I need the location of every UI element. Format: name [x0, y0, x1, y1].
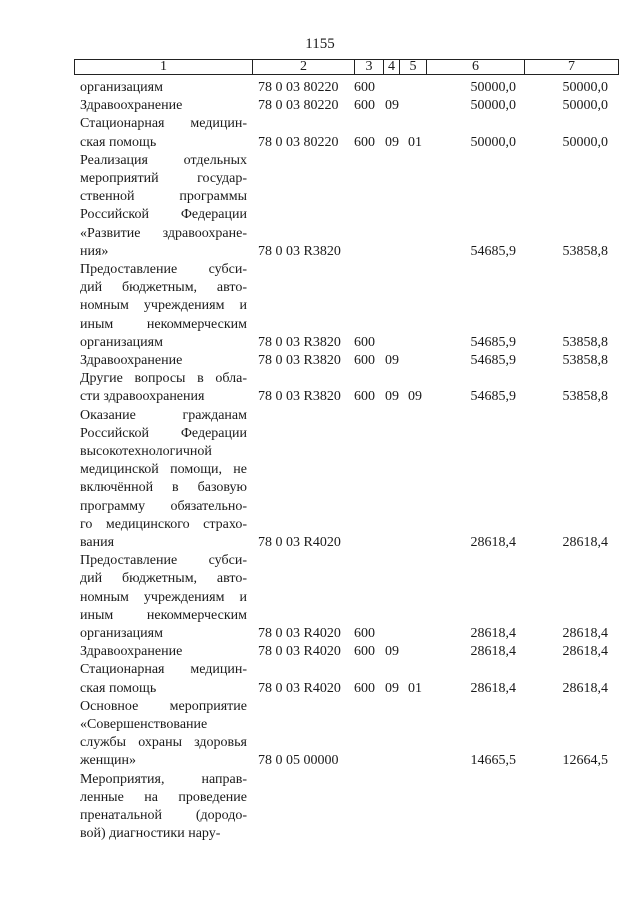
target-article-code: 78 0 03 80220 — [258, 98, 339, 114]
expense-type-code: 600 — [354, 334, 375, 350]
column-header-6: 6 — [427, 60, 525, 75]
target-article-code: 78 0 03 R3820 — [258, 334, 341, 350]
column-header-1: 1 — [75, 60, 253, 75]
description-line: мероприятий государ- — [80, 171, 247, 186]
amount-column-7: 12664,5 — [562, 753, 608, 769]
amount-column-7: 50000,0 — [562, 80, 608, 95]
subsection-code: 01 — [408, 134, 422, 150]
description-line: организациям — [80, 334, 163, 350]
amount-column-7: 53858,8 — [562, 243, 608, 259]
expense-type-code: 600 — [354, 625, 375, 641]
column-header-5: 5 — [400, 60, 427, 75]
amount-column-6: 50000,0 — [470, 80, 516, 95]
amount-column-7: 53858,8 — [562, 389, 608, 405]
description-line: ния» — [80, 243, 109, 259]
amount-column-6: 54685,9 — [470, 334, 516, 350]
column-header-3: 3 — [355, 60, 384, 75]
amount-column-7: 50000,0 — [562, 134, 608, 150]
target-article-code: 78 0 03 R4020 — [258, 680, 341, 696]
amount-column-7: 28618,4 — [562, 680, 608, 696]
section-code: 09 — [385, 680, 399, 696]
description-line: вания — [80, 535, 115, 551]
description-line: иным некоммерческим — [80, 316, 247, 332]
description-line: номным учреждениям и — [80, 298, 247, 314]
description-line: Мероприятия, направ- — [80, 771, 247, 787]
section-code: 09 — [385, 134, 399, 150]
section-code: 09 — [385, 389, 399, 405]
description-line: включённой в базовую — [80, 480, 247, 496]
description-line: организациям — [80, 626, 163, 641]
row-description — [80, 407, 247, 553]
amount-column-6: 50000,0 — [470, 134, 516, 150]
amount-column-6: 28618,4 — [470, 625, 516, 641]
description-line: иным некоммерческим — [80, 607, 247, 623]
description-line: номным учреждениям и — [80, 589, 247, 605]
description-line: го медицинского страхо- — [80, 516, 247, 532]
row-description — [80, 552, 247, 643]
column-header-7: 7 — [525, 60, 619, 75]
target-article-code: 78 0 03 R4020 — [258, 625, 341, 641]
column-header-4: 4 — [384, 60, 400, 75]
description-line: высокотехнологичной — [80, 444, 212, 459]
section-code: 09 — [385, 98, 399, 114]
row-description — [80, 152, 247, 261]
description-line: «Развитие здравоохране- — [80, 225, 247, 241]
row-description — [80, 261, 247, 352]
amount-column-7: 53858,8 — [562, 353, 608, 368]
description-line: Здравоохранение — [80, 353, 183, 368]
description-line: ская помощь — [80, 134, 157, 150]
amount-column-7: 28618,4 — [562, 644, 608, 660]
description-line: Оказание гражданам — [80, 407, 247, 423]
description-line: пренатальной (дородо- — [80, 808, 247, 823]
description-line: ственной программы — [80, 189, 247, 205]
amount-column-7: 50000,0 — [562, 98, 608, 114]
amount-column-7: 53858,8 — [562, 334, 608, 350]
column-header-2: 2 — [253, 60, 355, 75]
expense-type-code: 600 — [354, 644, 375, 660]
amount-column-6: 54685,9 — [470, 389, 516, 405]
description-line: Здравоохранение — [80, 644, 183, 660]
description-line: организациям — [80, 80, 163, 95]
amount-column-6: 28618,4 — [470, 680, 516, 696]
description-line: вой) диагностики нару- — [80, 826, 221, 842]
description-line: женщин» — [80, 753, 136, 769]
amount-column-6: 28618,4 — [470, 534, 516, 550]
description-line: Стационарная медицин- — [80, 116, 247, 132]
expense-type-code: 600 — [354, 98, 375, 114]
amount-column-6: 28618,4 — [470, 644, 516, 660]
target-article-code: 78 0 03 R4020 — [258, 644, 341, 660]
description-line: программу обязательно- — [80, 498, 247, 514]
target-article-code: 78 0 03 80220 — [258, 134, 339, 150]
page-number: 1155 — [305, 36, 335, 52]
column-header-row — [74, 59, 619, 75]
section-code: 09 — [385, 353, 399, 368]
row-description — [80, 661, 247, 697]
target-article-code: 78 0 03 R3820 — [258, 353, 341, 368]
description-line: Предоставление субси- — [80, 553, 247, 569]
row-description — [80, 352, 247, 370]
description-line: ская помощь — [80, 680, 157, 696]
subsection-code: 01 — [408, 680, 422, 696]
expense-type-code: 600 — [354, 353, 375, 368]
target-article-code: 78 0 03 R3820 — [258, 389, 341, 405]
description-line: сти здравоохранения — [80, 389, 205, 405]
row-description — [80, 370, 247, 406]
row-description — [80, 115, 247, 151]
amount-column-6: 54685,9 — [470, 243, 516, 259]
amount-column-7: 28618,4 — [562, 534, 608, 550]
amount-column-6: 54685,9 — [470, 353, 516, 368]
description-line: ленные на проведение — [80, 789, 247, 805]
description-line: Реализация отдельных — [80, 152, 247, 168]
amount-column-6: 50000,0 — [470, 98, 516, 114]
description-line: службы охраны здоровья — [80, 735, 247, 751]
expense-type-code: 600 — [354, 80, 375, 95]
description-line: Основное мероприятие — [80, 698, 247, 714]
row-description — [80, 698, 247, 771]
target-article-code: 78 0 03 80220 — [258, 80, 339, 95]
row-description — [80, 79, 247, 97]
description-line: Другие вопросы в обла- — [80, 371, 247, 387]
target-article-code: 78 0 05 00000 — [258, 753, 339, 769]
subsection-code: 09 — [408, 389, 422, 405]
description-line: «Совершенствование — [80, 717, 208, 732]
target-article-code: 78 0 03 R4020 — [258, 534, 341, 550]
row-description — [80, 643, 247, 661]
expense-type-code: 600 — [354, 389, 375, 405]
description-line: Здравоохранение — [80, 98, 183, 114]
description-line: Российской Федерации — [80, 207, 247, 223]
target-article-code: 78 0 03 R3820 — [258, 243, 341, 259]
section-code: 09 — [385, 644, 399, 660]
expense-type-code: 600 — [354, 134, 375, 150]
description-line: дий бюджетным, авто- — [80, 571, 247, 587]
row-description — [80, 771, 247, 844]
amount-column-7: 28618,4 — [562, 625, 608, 641]
expense-type-code: 600 — [354, 680, 375, 696]
description-line: дий бюджетным, авто- — [80, 280, 247, 296]
description-line: Предоставление субси- — [80, 262, 247, 277]
amount-column-6: 14665,5 — [470, 753, 516, 769]
description-line: Стационарная медицин- — [80, 662, 247, 678]
description-line: медицинской помощи, не — [80, 462, 247, 478]
row-description — [80, 97, 247, 115]
description-line: Российской Федерации — [80, 425, 247, 441]
